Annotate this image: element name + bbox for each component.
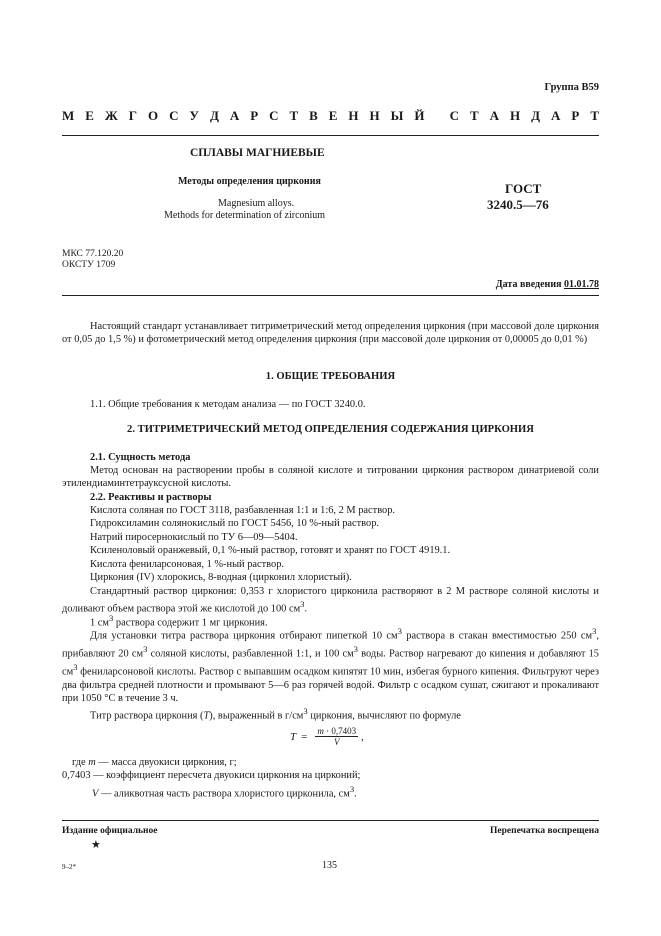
heading-letter: Е <box>85 108 94 123</box>
heading-letter: Й <box>414 108 425 123</box>
reagent-list <box>62 504 599 584</box>
superscript: 3 <box>73 661 78 672</box>
heading-letter: О <box>147 108 159 123</box>
text-run: циркония, вычисляют по формуле <box>307 710 461 722</box>
titer-formula <box>290 726 364 747</box>
effective-date-value: 01.01.78 <box>564 279 599 290</box>
section-2-heading: 2. ТИТРИМЕТРИЧЕСКИЙ МЕТОД ОПРЕДЕЛЕНИЯ СОДЕРЖАНИЯ ЦИРКОНИЯ <box>127 424 534 435</box>
heading-letter: С <box>169 108 179 123</box>
text-run: · 0,7403 <box>323 726 357 736</box>
heading-letter: У <box>189 108 199 123</box>
title-en-line1: Magnesium alloys. <box>218 198 295 209</box>
heading-letter: Г <box>128 108 137 123</box>
heading-letter: Т <box>470 108 479 123</box>
text-run: Стандартный раствор циркония: 0,353 г хлористого цирконила растворяют в 2 М растворе соляной кислоты и доливают объем раствора этой же кислотой до 100 см <box>62 586 599 615</box>
where-line-3 <box>62 783 599 801</box>
heading-letter: А <box>551 108 561 123</box>
list-item: Гидроксиламин солянокислый по ГОСТ 5456, 10 %-ный раствор. <box>90 518 380 530</box>
list-item: Ксиленоловый оранжевый, 0,1 %-ный раствор, готовят и хранят по ГОСТ 4919.1. <box>90 545 451 557</box>
formula-denominator: V <box>333 737 340 747</box>
text-run: 1 см <box>90 617 109 629</box>
superscript: 3 <box>397 626 402 636</box>
heading-letter: Е <box>328 108 338 123</box>
text-run: . <box>304 603 308 615</box>
list-item: Натрий пиросернокислый по ТУ 6—09—5404. <box>90 531 298 543</box>
titer-procedure-paragraph <box>62 625 599 705</box>
heading-letter: С <box>269 108 279 123</box>
section-2-1-text: Метод основан на растворении пробы в соляной кислоте и титровании циркония раствором динатриевой соли этилендиаминтетрауксусной кислоты. <box>62 465 599 490</box>
formula-fraction <box>315 726 358 747</box>
text-run: — масса двуокиси циркония, г; <box>95 757 237 768</box>
heading-letter: Т <box>289 108 299 123</box>
heading-letter: Д <box>209 108 219 123</box>
heading-letter: А <box>229 108 240 123</box>
reprint-prohibited-label: Перепечатка воспрещена <box>489 826 599 836</box>
header-divider <box>62 135 599 136</box>
section-1-1-text: 1.1. Общие требования к методам анализа — по ГОСТ 3240.0. <box>90 399 366 410</box>
text-run: , прибавляют 20 см <box>62 630 599 660</box>
heading-letter: Р <box>571 108 580 123</box>
okstu-code: ОКСТУ 1709 <box>62 260 116 270</box>
intro-paragraph: Настоящий стандарт устанавливает титриметрический метод определения циркония (при массовой доле циркония от 0,05 до 1,5 %) и фотометрический метод определения циркония (при массовой доле циркония от 0,00005 до 0,01 %) <box>62 321 599 346</box>
variable-m: m <box>317 726 324 736</box>
formula-lhs: T <box>290 730 297 743</box>
list-item: Кислота соляная по ГОСТ 3118, разбавленная 1:1 и 1:6, 2 М раствор. <box>90 505 396 516</box>
text-run: фениларсоновой кислоты. Раствор с выпавшим осадком кипятят 10 мин, избегая бурного кипения. Фильтруют через два фильтра средней плотности и промывают 5—6 раз горячей водой. Фильтр с осадком сушат, сжигают и прокаливают при 1050 °С в течение 3 ч. <box>62 666 599 705</box>
effective-date <box>496 279 599 290</box>
superscript: 3 <box>143 643 148 654</box>
heading-letter: А <box>489 108 500 123</box>
where-line-1 <box>62 756 599 769</box>
formula-tail: , <box>361 730 364 743</box>
text-run: где <box>72 757 89 768</box>
title-ru-main: СПЛАВЫ МАГНИЕВЫЕ <box>190 147 325 159</box>
formula-numerator <box>315 726 358 737</box>
gost-label: ГОСТ <box>505 181 542 196</box>
date-divider <box>62 295 599 296</box>
text-run: раствора содержит 1 мг циркония. <box>113 617 268 629</box>
section-2-2-heading: 2.2. Реактивы и растворы <box>90 492 212 503</box>
heading-letter: С <box>449 108 460 123</box>
heading-letter: Т <box>590 108 599 123</box>
heading-letter: М <box>62 108 75 123</box>
formula-equals: = <box>301 730 308 743</box>
heading-letter: Ж <box>104 108 118 123</box>
heading-letter: Ы <box>390 108 404 123</box>
standard-type-heading <box>62 108 599 124</box>
title-en-line2: Methods for determination of zirconium <box>164 210 326 221</box>
text-run: Для установки титра раствора циркония отбирают пипеткой 10 см <box>90 630 398 642</box>
superscript: 3 <box>353 643 358 654</box>
gost-number: 3240.5—76 <box>487 197 549 212</box>
variable-m: m <box>88 757 96 768</box>
heading-letter: Н <box>369 108 380 123</box>
edition-label: Издание официальное <box>62 826 158 836</box>
text-run: воды. Раствор нагревают до кипения и добавляют 15 см <box>62 648 599 678</box>
superscript: 3 <box>303 706 308 716</box>
superscript: 3 <box>108 613 114 623</box>
title-ru-sub: Методы определения циркония <box>178 176 321 187</box>
superscript: 3 <box>592 626 597 636</box>
print-code: 9–2* <box>62 863 76 871</box>
superscript: 3 <box>349 784 355 794</box>
text-run: ), выраженный в г/см <box>209 710 304 722</box>
variable-T: T <box>203 710 210 722</box>
superscript: 3 <box>300 599 305 610</box>
text-run: соляной кислоты, разбавленной 1:1, и 100 см <box>147 648 354 660</box>
page-number: 135 <box>322 860 337 871</box>
section-2-1-heading: 2.1. Сущность метода <box>90 452 191 463</box>
text-run: . <box>354 788 357 800</box>
group-label: Группа В59 <box>544 82 599 93</box>
variable-V: V <box>92 788 99 800</box>
titer-calculation-paragraph <box>62 705 599 723</box>
heading-letter: Р <box>250 108 259 123</box>
heading-letter: Н <box>510 108 521 123</box>
footer-divider <box>62 820 599 821</box>
where-line-2: 0,7403 — коэффициент пересчета двуокиси циркония на цирконий; <box>62 770 361 781</box>
list-item: Кислота фениларсоновая, 1 %-ный раствор. <box>90 558 284 570</box>
heading-letter <box>435 108 438 124</box>
text-run: Титр раствора циркония ( <box>90 710 204 722</box>
text-run: — аликвотная часть раствора хлористого цирконила, см <box>98 788 350 800</box>
text-run: раствора в стакан вместимостью 250 см <box>401 630 593 642</box>
list-item: Циркония (IV) хлорокись, 8-водная (цирконил хлористый). <box>90 572 352 584</box>
effective-date-label: Дата введения <box>495 279 562 290</box>
star-icon: ★ <box>91 839 101 851</box>
heading-letter: Н <box>348 108 359 123</box>
section-1-heading: 1. ОБЩИЕ ТРЕБОВАНИЯ <box>265 371 396 382</box>
heading-letter: Д <box>531 108 541 123</box>
heading-letter: В <box>309 108 318 123</box>
mks-code: МКС 77.120.20 <box>62 249 124 259</box>
